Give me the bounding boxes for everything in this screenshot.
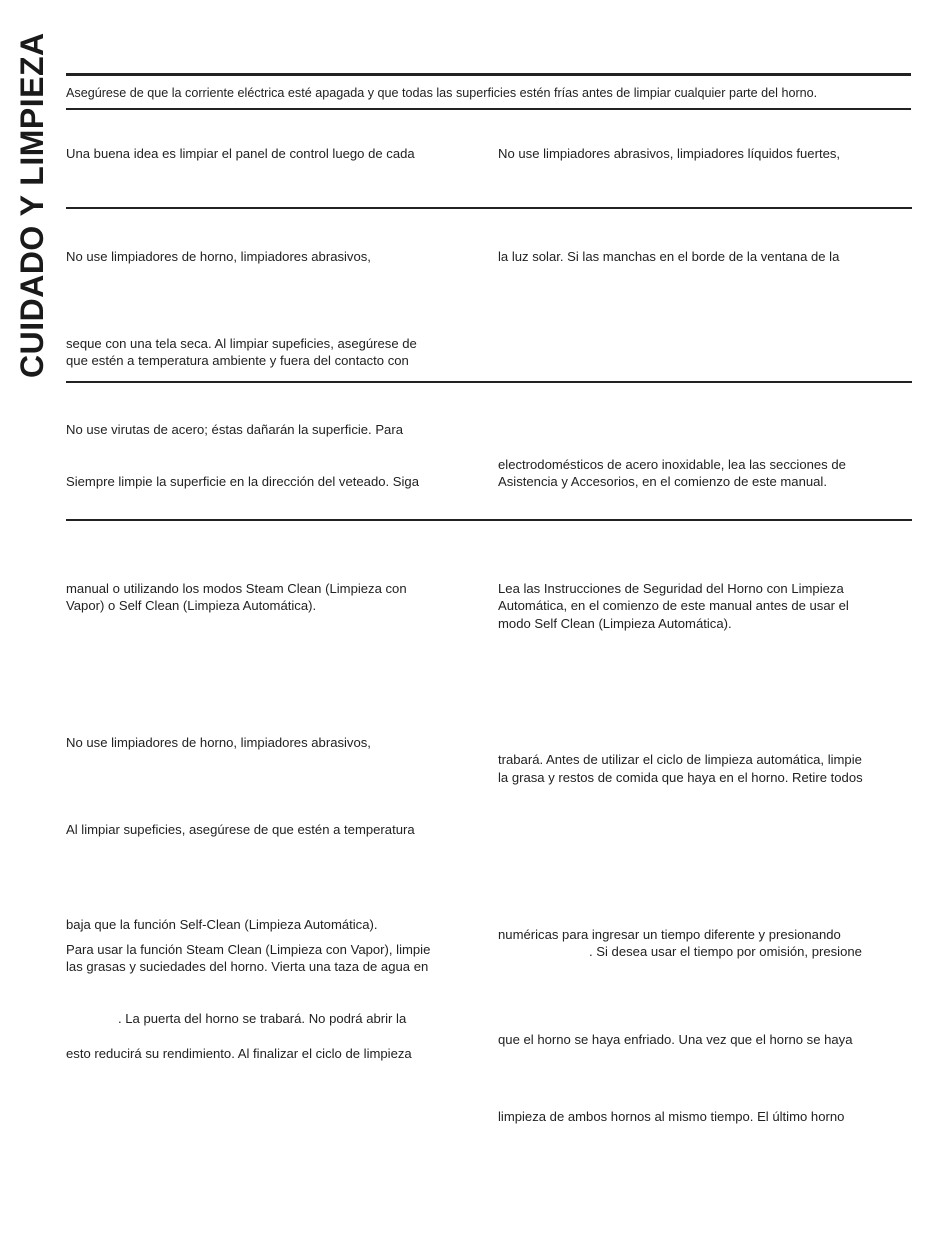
paragraph-text: esto reducirá su rendimiento. Al finalizar el ciclo de limpieza (66, 1046, 412, 1061)
paragraph-text: Para usar la función Steam Clean (Limpieza con Vapor), limpie (66, 942, 431, 957)
paragraph-text: Automática, en el comienzo de este manual antes de usar el (498, 598, 849, 613)
safety-warning: Asegúrese de que la corriente eléctrica esté apagada y que todas las superficies estén frías antes de limpiar cualquier parte del horno. (66, 86, 818, 100)
warning-divider (66, 108, 911, 110)
paragraph-text: seque con una tela seca. Al limpiar supeficies, asegúrese de (66, 336, 417, 351)
paragraph-text: baja que la función Self-Clean (Limpieza Automática). (66, 917, 378, 932)
section-title-vertical: CUIDADO Y LIMPIEZA (14, 32, 50, 378)
section-divider (66, 519, 912, 521)
paragraph-text: electrodomésticos de acero inoxidable, lea las secciones de (498, 457, 846, 472)
paragraph-text: Al limpiar supeficies, asegúrese de que estén a temperatura (66, 822, 415, 837)
control-panel-text-right: No use limpiadores abrasivos, limpiadores líquidos fuertes, (498, 146, 841, 161)
paragraph-text: No use virutas de acero; éstas dañarán la superficie. Para (66, 422, 403, 437)
paragraph-text: No use limpiadores de horno, limpiadores abrasivos, (66, 249, 371, 264)
paragraph-text: la grasa y restos de comida que haya en el horno. Retire todos (498, 770, 863, 785)
paragraph-text: las grasas y suciedades del horno. Vierta una taza de agua en (66, 959, 429, 974)
paragraph-text: trabará. Antes de utilizar el ciclo de limpieza automática, limpie (498, 752, 862, 767)
paragraph-text: Vapor) o Self Clean (Limpieza Automática). (66, 598, 317, 613)
paragraph-text: . Si desea usar el tiempo por omisión, presione (589, 944, 862, 959)
paragraph-text: limpieza de ambos hornos al mismo tiempo. El último horno (498, 1109, 845, 1124)
paragraph-text: que estén a temperatura ambiente y fuera del contacto con (66, 353, 409, 368)
paragraph-text: numéricas para ingresar un tiempo diferente y presionando (498, 927, 841, 942)
paragraph-text: Asistencia y Accesorios, en el comienzo de este manual. (498, 474, 827, 489)
paragraph-text: Siempre limpie la superficie en la dirección del veteado. Siga (66, 474, 419, 489)
paragraph-text: . La puerta del horno se trabará. No podrá abrir la (118, 1011, 407, 1026)
control-panel-text-left: Una buena idea es limpiar el panel de control luego de cada (66, 146, 415, 161)
paragraph-text: que el horno se haya enfriado. Una vez que el horno se haya (498, 1032, 853, 1047)
paragraph-text: la luz solar. Si las manchas en el borde de la ventana de la (498, 249, 840, 264)
top-divider (66, 73, 911, 76)
paragraph-text: No use limpiadores de horno, limpiadores abrasivos, (66, 735, 371, 750)
section-divider (66, 381, 912, 383)
section-divider (66, 207, 912, 209)
paragraph-text: manual o utilizando los modos Steam Clean (Limpieza con (66, 581, 407, 596)
paragraph-text: modo Self Clean (Limpieza Automática). (498, 616, 732, 631)
paragraph-text: Lea las Instrucciones de Seguridad del Horno con Limpieza (498, 581, 844, 596)
